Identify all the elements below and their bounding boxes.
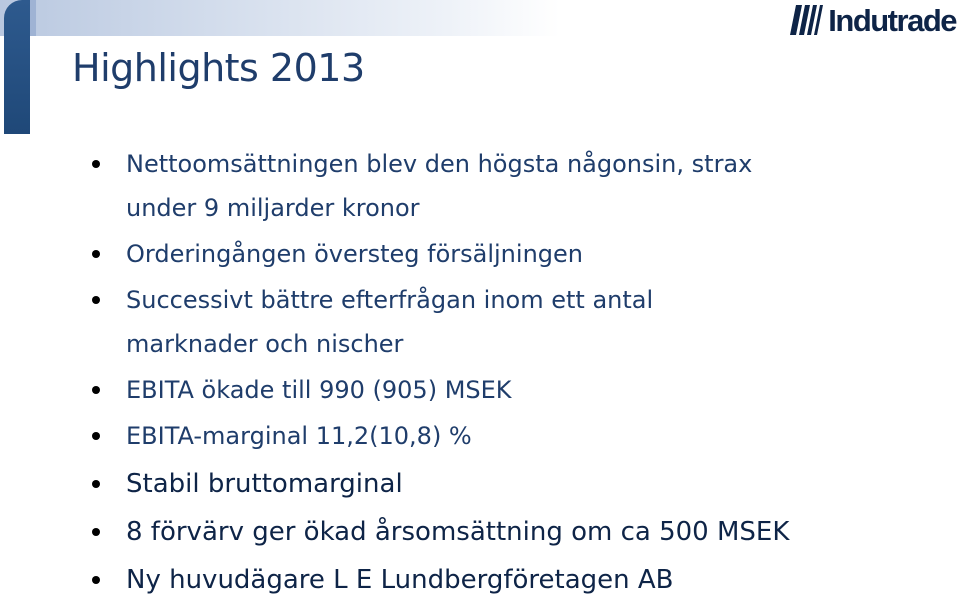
left-accent-bar: [4, 0, 30, 134]
list-item: EBITA ökade till 990 (905) MSEK: [88, 368, 948, 412]
logo-wordmark: Indutrade: [828, 2, 956, 38]
list-item: EBITA-marginal 11,2(10,8) %: [88, 414, 948, 458]
list-item: Successivt bättre efterfrågan inom ett antal marknader och nischer: [88, 278, 948, 366]
list-item: 8 förvärv ger ökad årsomsättning om ca 500 MSEK: [88, 508, 948, 556]
list-item: Orderingången översteg försäljningen: [88, 232, 948, 276]
left-accent-stripe: [30, 0, 36, 36]
list-item: Ny huvudägare L E Lundbergföretagen AB: [88, 556, 948, 604]
logo-stripes-icon: [790, 3, 826, 37]
highlights-list: [88, 142, 948, 604]
list-item: Nettoomsättningen blev den högsta någonsin, strax under 9 miljarder kronor: [88, 142, 948, 230]
header-band: [0, 0, 560, 36]
company-logo: [790, 2, 956, 38]
list-item: Stabil bruttomarginal: [88, 460, 948, 508]
slide-title: Highlights 2013: [72, 46, 365, 90]
